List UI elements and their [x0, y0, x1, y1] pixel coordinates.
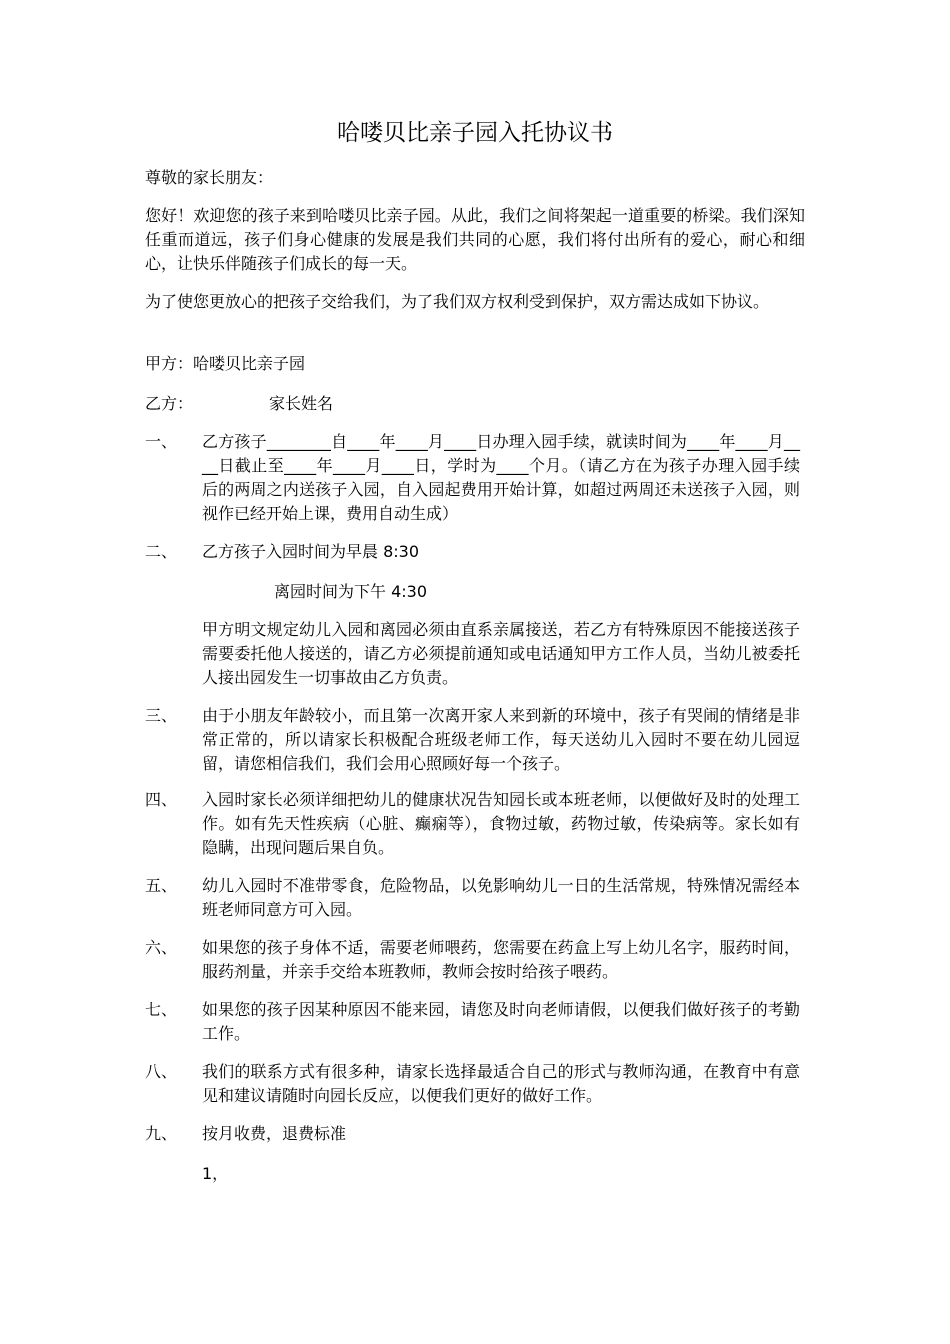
clause-text: 幼儿入园时不准带零食，危险物品，以免影响幼儿一日的生活常规，特殊情况需经本班老师同意方可入园。 — [202, 876, 800, 919]
clause-3 — [145, 704, 805, 776]
clause-text: 由于小朋友年龄较小，而且第一次离开家人来到新的环境中，孩子有哭闹的情绪是非常正常的，所以请家长积极配合班级老师工作，每天送幼儿入园时不要在幼儿园逗留，请您相信我们，我们会用心照顾好每一个孩子。 — [202, 706, 800, 773]
party-a-line — [145, 352, 805, 376]
clause-text: 甲方明文规定幼儿入园和离园必须由直系亲属接送，若乙方有特殊原因不能接送孩子需要委托他人接送的，请乙方必须提前通知或电话通知甲方工作人员，当幼儿被委托人接出园发生一切事故由乙方负责。 — [202, 620, 800, 687]
party-b-name: 家长姓名 — [269, 394, 334, 413]
clause-number: 六、 — [145, 938, 178, 957]
clause-number: 一、 — [145, 432, 178, 451]
clause-number: 九、 — [145, 1124, 178, 1143]
clause-number: 三、 — [145, 706, 178, 725]
party-a-label: 甲方： — [145, 354, 194, 373]
leave-time: 离园时间为下午 4:30 — [274, 582, 428, 601]
clause-8 — [145, 1060, 805, 1108]
clause-text: 我们的联系方式有很多种，请家长选择最适合自己的形式与教师沟通，在教育中有意见和建议请随时向园长反应，以便我们更好的做好工作。 — [202, 1062, 800, 1105]
clause-9 — [145, 1122, 805, 1146]
clause-9-sub-item: 1， — [202, 1164, 229, 1183]
clause-4 — [145, 788, 805, 860]
clause-1 — [145, 430, 805, 526]
clause-number: 七、 — [145, 1000, 178, 1019]
clause-number: 五、 — [145, 876, 178, 895]
greeting: 尊敬的家长朋友： — [145, 168, 274, 187]
document-title: 哈喽贝比亲子园入托协议书 — [337, 120, 613, 146]
clause-text: 乙方孩子入园时间为早晨 8:30 — [202, 542, 420, 561]
clause-number: 八、 — [145, 1062, 178, 1081]
clause-2-detail — [145, 618, 805, 690]
clause-text: 乙方孩子________自____年____月____日办理入园手续，就读时间为____年____月____日截止至____年____月____日，学时为____个月。（请乙方在为孩子办理入园手续后的两周之内送孩子入园，自入园起费用开始计算，如超过两周还未送孩子入园，则视作已经开始上课，费用自动生成） — [202, 432, 800, 523]
clause-number: 四、 — [145, 790, 178, 809]
clause-number: 二、 — [145, 542, 178, 561]
party-b-label: 乙方： — [145, 394, 194, 413]
clause-5 — [145, 874, 805, 922]
party-a-name: 哈喽贝比亲子园 — [193, 354, 306, 373]
clause-text: 如果您的孩子身体不适，需要老师喂药，您需要在药盒上写上幼儿名字，服药时间，服药剂量，并亲手交给本班教师，教师会按时给孩子喂药。 — [202, 938, 800, 981]
party-b-line — [145, 392, 805, 416]
clause-text: 入园时家长必须详细把幼儿的健康状况告知园长或本班老师，以便做好及时的处理工作。如有先天性疾病（心脏、癫痫等），食物过敏，药物过敏，传染病等。家长如有隐瞒，出现问题后果自负。 — [202, 790, 800, 857]
clause-6 — [145, 936, 805, 984]
intro-paragraph: 您好！欢迎您的孩子来到哈喽贝比亲子园。从此，我们之间将架起一道重要的桥梁。我们深知任重而道远，孩子们身心健康的发展是我们共同的心愿，我们将付出所有的爱心，耐心和细心，让快乐伴随孩子们成长的每一天。 — [145, 206, 805, 273]
clause-text: 按月收费，退费标准 — [202, 1124, 347, 1143]
clause-text: 如果您的孩子因某种原因不能来园，请您及时向老师请假，以便我们做好孩子的考勤工作。 — [202, 1000, 800, 1043]
clause-7 — [145, 998, 805, 1046]
purpose-paragraph: 为了使您更放心的把孩子交给我们，为了我们双方权利受到保护，双方需达成如下协议。 — [145, 292, 770, 311]
clause-2 — [145, 540, 805, 564]
